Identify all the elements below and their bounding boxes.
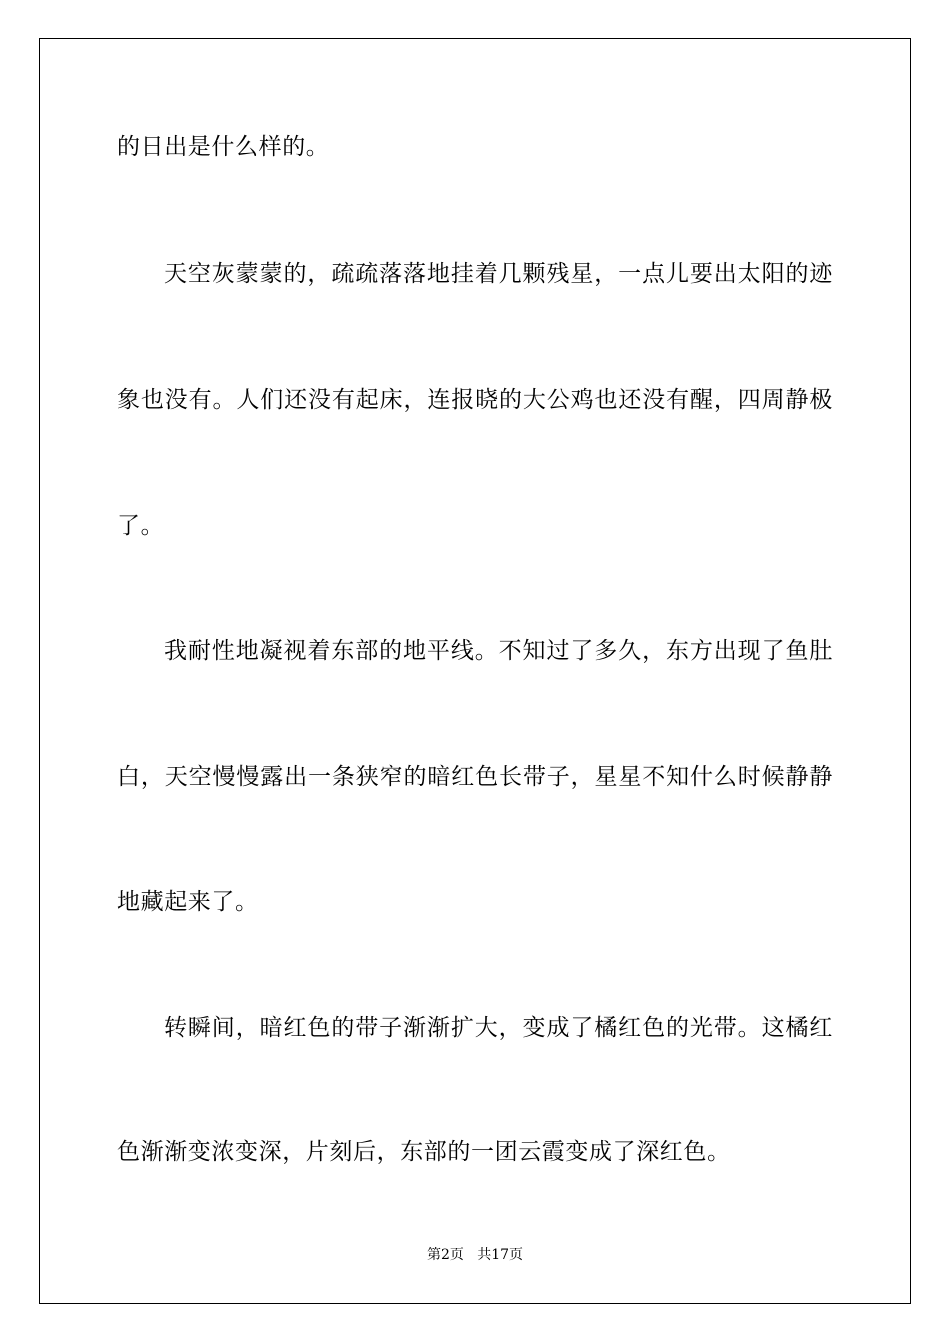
paragraph-1-line-1: 天空灰蒙蒙的，疏疏落落地挂着几颗残星，一点儿要出太阳的迹: [164, 261, 833, 287]
page-border: [39, 38, 911, 1304]
page-number-footer: 第2页 共17页: [426, 1247, 524, 1263]
paragraph-3-line-1: 转瞬间，暗红色的带子渐渐扩大，变成了橘红色的光带。这橘红: [164, 1015, 833, 1041]
paragraph-2-line-3: 地藏起来了。: [117, 889, 259, 915]
text-line-1: 的日出是什么样的。: [117, 134, 330, 160]
paragraph-2-line-1: 我耐性地凝视着东部的地平线。不知过了多久，东方出现了鱼肚: [164, 638, 833, 664]
paragraph-3-line-2: 色渐渐变浓变深，片刻后，东部的一团云霞变成了深红色。: [117, 1139, 731, 1165]
paragraph-1-line-2: 象也没有。人们还没有起床，连报晓的大公鸡也还没有醒，四周静极: [117, 387, 833, 413]
paragraph-1-line-3: 了。: [117, 513, 165, 539]
paragraph-2-line-2: 白，天空慢慢露出一条狭窄的暗红色长带子，星星不知什么时候静静: [117, 764, 833, 790]
